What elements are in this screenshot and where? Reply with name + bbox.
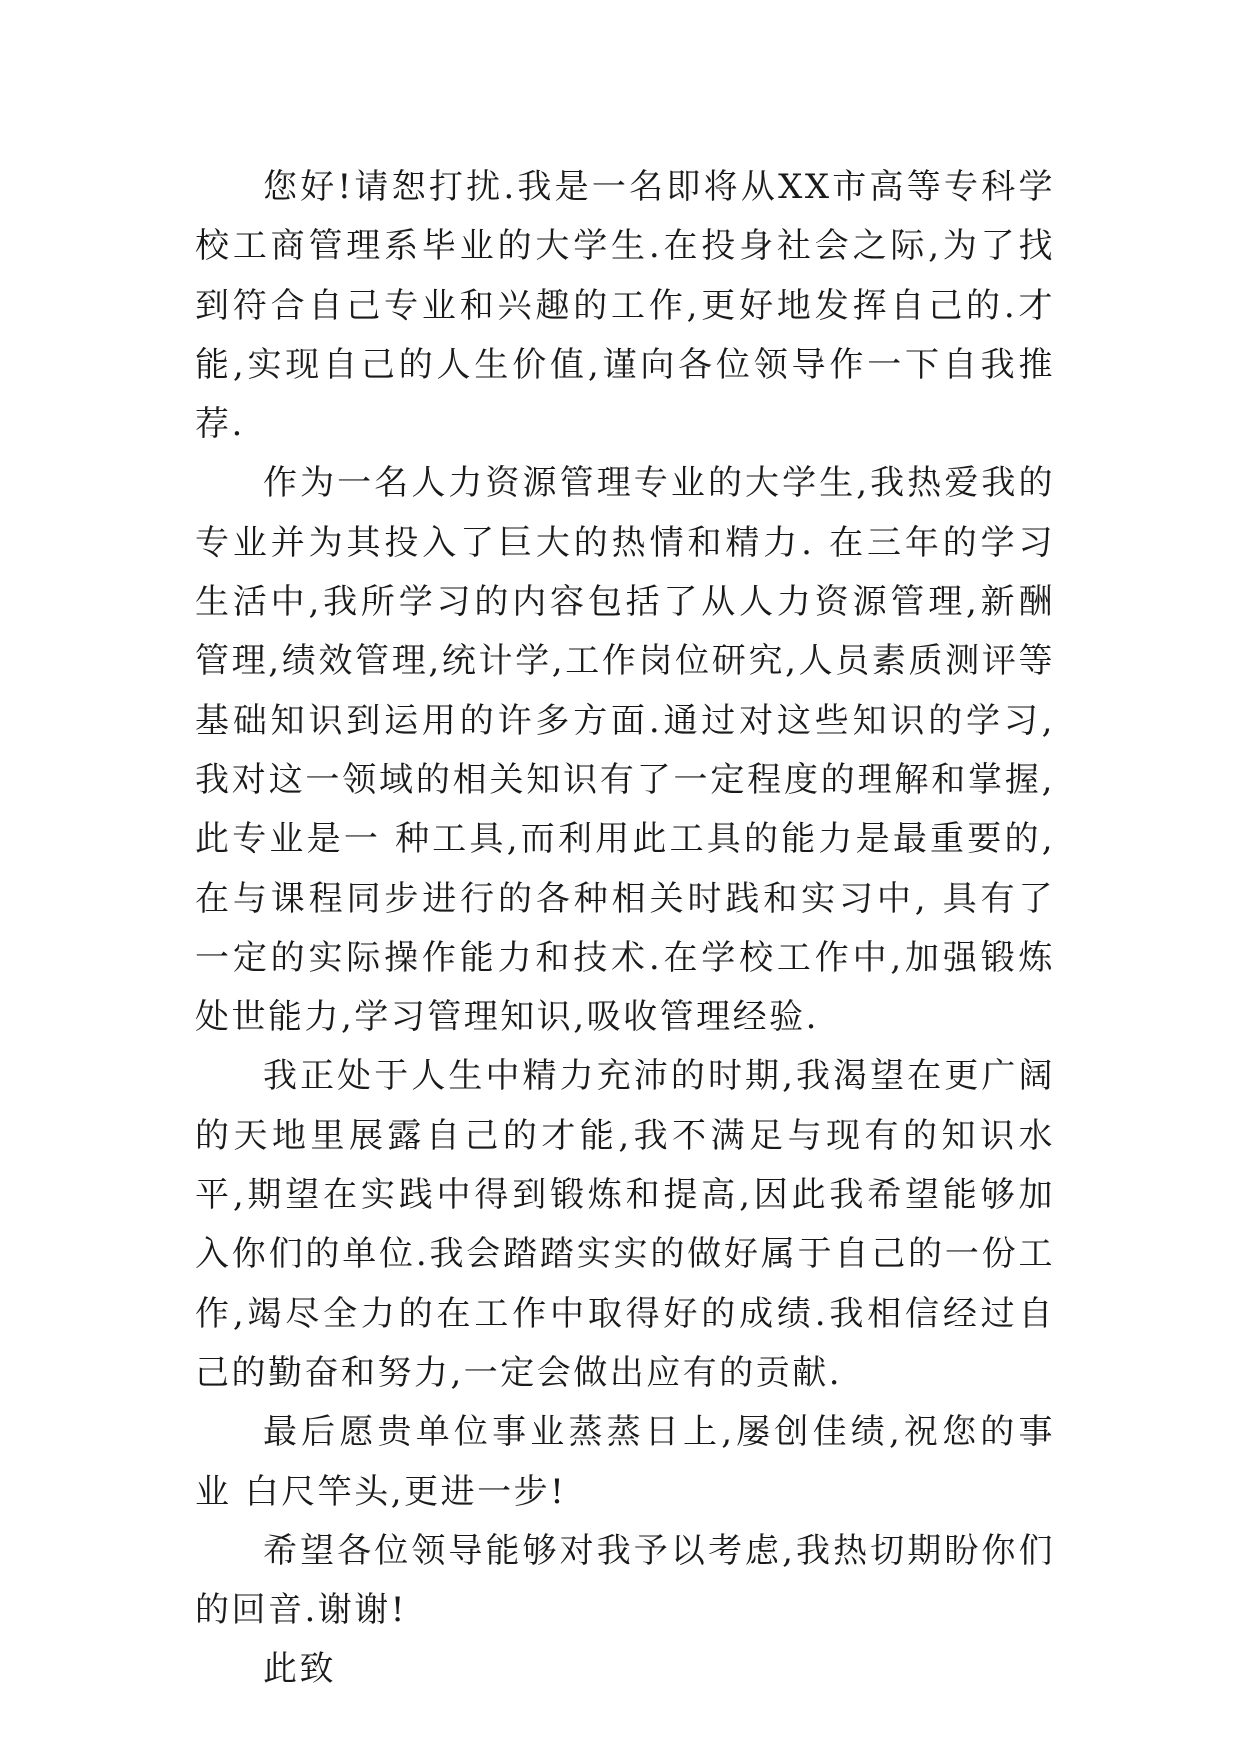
paragraph-salutation: 此致	[263, 1649, 336, 1690]
letter-body	[195, 158, 1055, 1700]
paragraph-greeting: 您好!请恕打扰.我是一名即将从XX市高等专科学校工商管理系毕业的大学生.在投身社会之际,为了找到符合自己专业和兴趣的工作,更好地发挥自己的.才能,实现自己的人生价值,谨向各位领导作一下自我推荐.	[195, 167, 1055, 445]
paragraph-major: 作为一名人力资源管理专业的大学生,我热爱我的专业并为其投入了巨大的热情和精力. 在三年的学习生活中,我所学习的内容包括了从人力资源管理,新酬管理,绩效管理,统计学,工作岗位研究,人员素质测评等基础知识到运用的许多方面.通过对这些知识的学习,我对这一领域的相关知识有了一定程度的理解和掌握,此专业是一 种工具,而利用此工具的能力是最重要的,在与课程同步进行的各种相关时践和实习中, 具有了一定的实际操作能力和技术.在学校工作中,加强锻炼处世能力,学习管理知识,吸收管理经验.	[195, 463, 1055, 1038]
paragraph-aspiration: 我正处于人生中精力充沛的时期,我渴望在更广阔的天地里展露自己的才能,我不满足与现有的知识水平,期望在实践中得到锻炼和提高,因此我希望能够加入你们的单位.我会踏踏实实的做好属于自己的一份工作,竭尽全力的在工作中取得好的成绩.我相信经过自己的勤奋和努力,一定会做出应有的贡献.	[195, 1056, 1055, 1393]
paragraph-wishes: 最后愿贵单位事业蒸蒸日上,屡创佳绩,祝您的事业 白尺竿头,更进一步!	[195, 1412, 1055, 1512]
paragraph-closing: 希望各位领导能够对我予以考虑,我热切期盼你们的回音.谢谢!	[195, 1530, 1055, 1631]
